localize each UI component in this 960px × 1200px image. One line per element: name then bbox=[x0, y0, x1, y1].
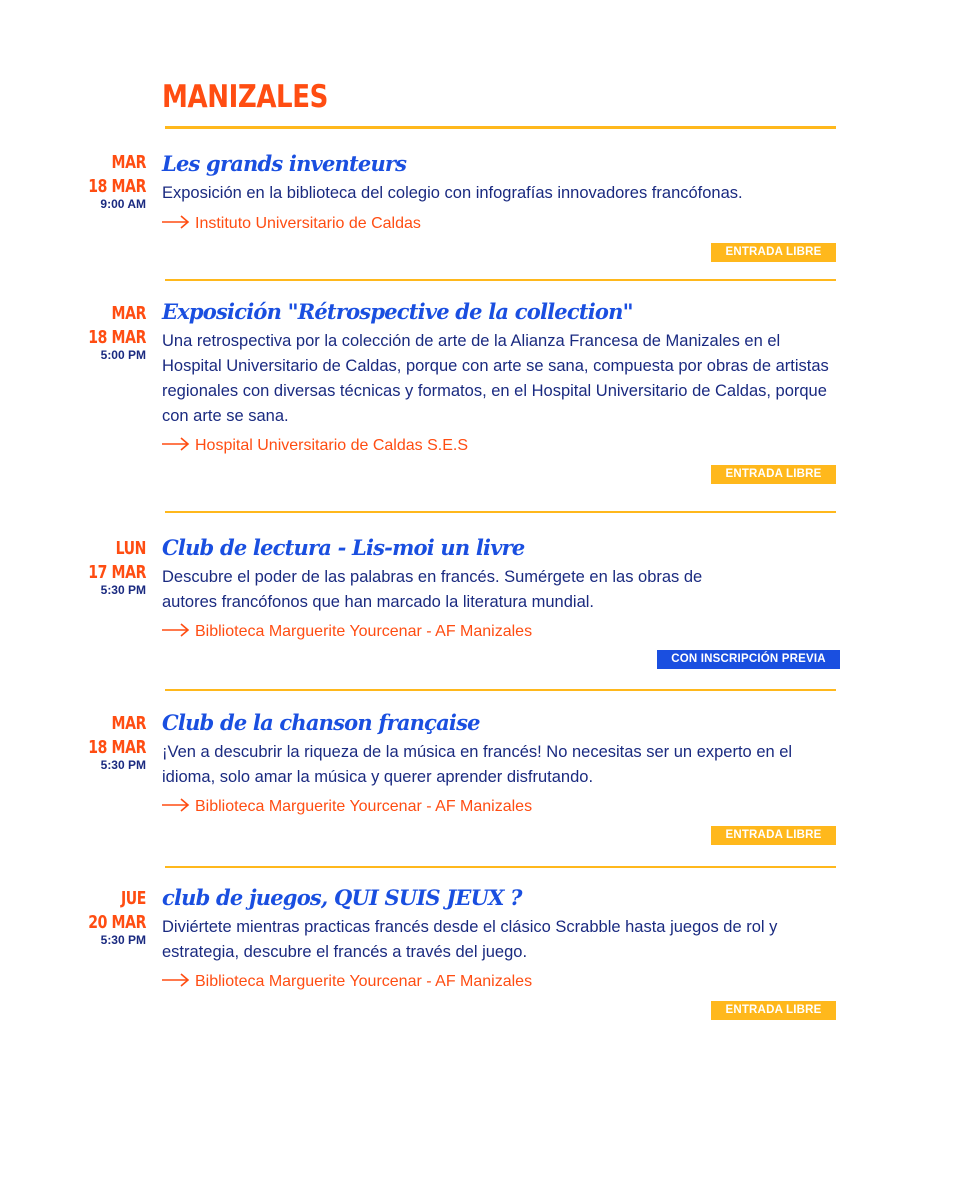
event-date bbox=[70, 538, 146, 598]
event-day-month: 18 MAR bbox=[88, 737, 146, 758]
event-time: 5:30 PM bbox=[100, 583, 146, 597]
entry-badge: ENTRADA LIBRE bbox=[711, 465, 836, 484]
event-venue[interactable] bbox=[162, 622, 532, 642]
event-venue[interactable] bbox=[162, 214, 421, 234]
event-title: club de juegos, QUI SUIS JEUX ? bbox=[162, 885, 522, 910]
arrow-right-icon bbox=[162, 215, 190, 229]
event-date bbox=[70, 303, 146, 363]
event-date bbox=[70, 888, 146, 948]
arrow-right-icon bbox=[162, 437, 190, 451]
event-description: Una retrospectiva por la colección de arte de la Alianza Francesa de Manizales en el Hospital Universitario de Caldas, porque con arte se sana, compuesta por obras de artistas regionales con diversas técnicas y formatos, en el Hospital Universitario de Caldas, porque con arte se sana. bbox=[162, 332, 829, 425]
event-title: Exposición "Rétrospective de la collection" bbox=[162, 299, 633, 324]
event-time: 5:30 PM bbox=[100, 933, 146, 947]
arrow-right-icon bbox=[162, 623, 190, 637]
event-description: Exposición en la biblioteca del colegio con infografías innovadores francófonas. bbox=[162, 184, 743, 202]
event-title: Club de lectura - Lis-moi un livre bbox=[162, 535, 525, 560]
event-venue-label: Biblioteca Marguerite Yourcenar - AF Manizales bbox=[195, 623, 533, 640]
event-day-month: 18 MAR bbox=[88, 327, 146, 348]
event-venue[interactable] bbox=[162, 972, 532, 992]
header-divider bbox=[165, 126, 836, 129]
entry-badge: ENTRADA LIBRE bbox=[711, 826, 836, 845]
event-date bbox=[70, 713, 146, 773]
event-weekday: MAR bbox=[111, 713, 146, 734]
event-description: Descubre el poder de las palabras en francés. Sumérgete en las obras de autores francófonos que han marcado la literatura mundial. bbox=[162, 568, 703, 611]
event-title: Les grands inventeurs bbox=[162, 151, 407, 176]
arrow-right-icon bbox=[162, 973, 190, 987]
event-venue-label: Instituto Universitario de Caldas bbox=[195, 215, 421, 232]
event-day-month: 20 MAR bbox=[88, 912, 146, 933]
arrow-right-icon bbox=[162, 798, 190, 812]
event-divider bbox=[165, 689, 836, 691]
event-description: Diviértete mientras practicas francés desde el clásico Scrabble hasta juegos de rol y estrategia, descubre el francés a través del juego. bbox=[162, 918, 778, 961]
event-date bbox=[70, 152, 146, 212]
event-divider bbox=[165, 866, 836, 868]
event-day-month: 17 MAR bbox=[88, 562, 146, 583]
event-time: 5:00 PM bbox=[100, 348, 146, 362]
event-divider bbox=[165, 511, 836, 513]
entry-badge: ENTRADA LIBRE bbox=[711, 243, 836, 262]
event-weekday: MAR bbox=[111, 303, 146, 324]
event-day-month: 18 MAR bbox=[88, 176, 146, 197]
event-venue[interactable] bbox=[162, 436, 468, 456]
event-weekday: MAR bbox=[111, 152, 146, 173]
event-weekday: LUN bbox=[115, 538, 146, 559]
event-weekday: JUE bbox=[120, 888, 146, 909]
registration-badge: CON INSCRIPCIÓN PREVIA bbox=[657, 650, 840, 669]
event-divider bbox=[165, 279, 836, 281]
event-time: 5:30 PM bbox=[100, 758, 146, 772]
city-heading: MANIZALES bbox=[162, 79, 328, 115]
event-time: 9:00 AM bbox=[100, 197, 146, 211]
event-description: ¡Ven a descubrir la riqueza de la música en francés! No necesitas ser un experto en el idioma, solo amar la música y querer aprender disfrutando. bbox=[162, 743, 793, 786]
event-venue-label: Hospital Universitario de Caldas S.E.S bbox=[195, 437, 469, 454]
event-venue[interactable] bbox=[162, 797, 532, 817]
event-title: Club de la chanson française bbox=[162, 710, 480, 735]
event-venue-label: Biblioteca Marguerite Yourcenar - AF Manizales bbox=[195, 798, 533, 815]
entry-badge: ENTRADA LIBRE bbox=[711, 1001, 836, 1020]
event-venue-label: Biblioteca Marguerite Yourcenar - AF Manizales bbox=[195, 973, 533, 990]
